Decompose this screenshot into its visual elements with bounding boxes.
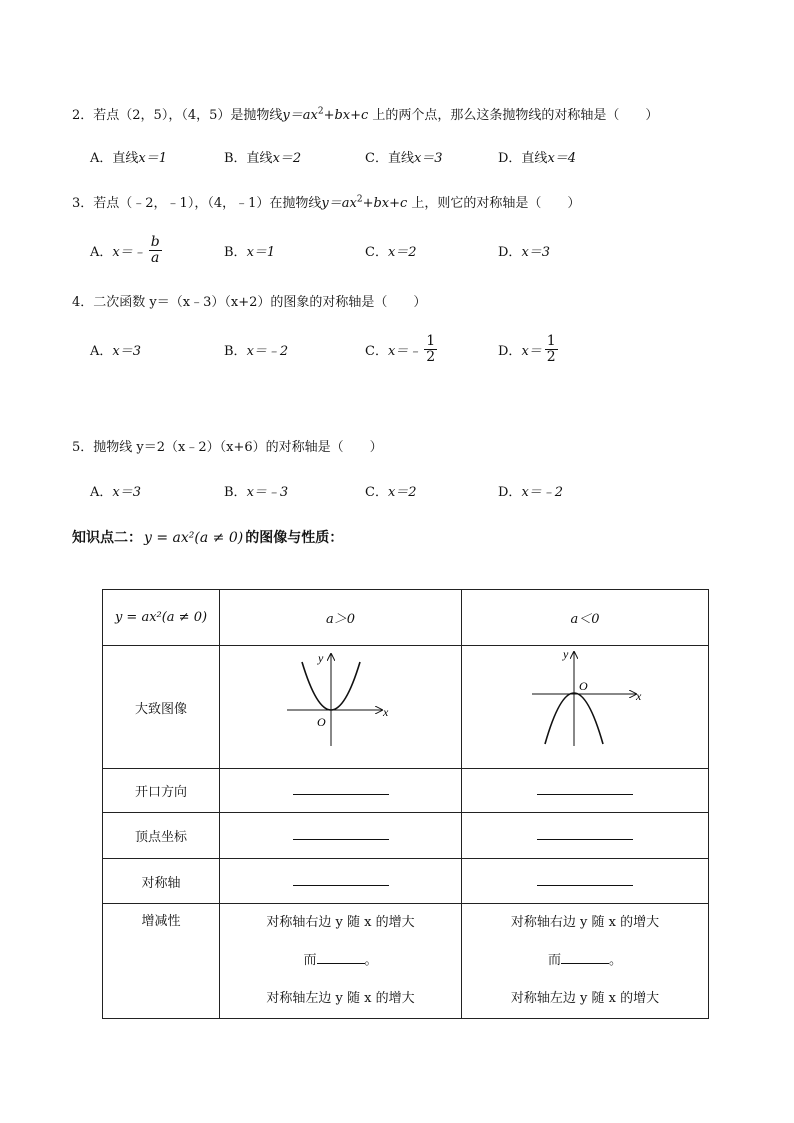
mono-er-line: 而 。 bbox=[547, 953, 623, 968]
option-b: B．直线 x＝2 bbox=[224, 150, 302, 166]
table-header-row bbox=[103, 590, 709, 646]
option-d: D． x＝3 bbox=[498, 244, 551, 260]
header-a-positive: a＞0 bbox=[220, 590, 462, 646]
option-a: A． x＝3 bbox=[90, 343, 141, 359]
option-c: C．直线 x＝3 bbox=[365, 150, 443, 166]
row-label-opening: 开口方向 bbox=[103, 769, 220, 813]
question-5-options bbox=[90, 468, 730, 512]
answer-blank[interactable] bbox=[317, 951, 365, 964]
x-label: x bbox=[383, 705, 389, 719]
table-row-graph bbox=[103, 646, 709, 769]
y-label: y bbox=[318, 651, 324, 665]
option-c: C． x＝2 bbox=[365, 244, 417, 260]
option-a: A．直线 x＝1 bbox=[90, 150, 167, 166]
parabola-down-graph bbox=[462, 646, 708, 764]
monotonicity-negative bbox=[462, 904, 709, 1019]
answer-blank[interactable] bbox=[462, 769, 709, 813]
option-d: D． x＝﹣2 bbox=[498, 484, 564, 500]
x-label: x bbox=[636, 689, 642, 703]
origin-label: O bbox=[317, 715, 326, 729]
mono-right-text: 对称轴右边 y 随 x 的增大 bbox=[510, 915, 660, 930]
question-4-options bbox=[90, 327, 730, 371]
fraction: $\frac{b}{a}$ bbox=[150, 233, 160, 266]
table-row-opening bbox=[103, 769, 709, 813]
table-row-monotonicity bbox=[103, 904, 709, 1019]
question-3-options bbox=[90, 228, 730, 272]
question-2-stem: 2．若点（2，5），（4，5）是抛物线$y=ax^2+bx+c$ 上的两个点，那么这条抛物线的对称轴是（ ） bbox=[72, 106, 659, 123]
option-c: C． x＝﹣ $\frac{1}{2}$ bbox=[365, 332, 436, 365]
question-3-stem: 3．若点（﹣2，﹣1），（4，﹣1）在抛物线$y=ax^2+bx+c$ 上，则它的对称轴是（ ） bbox=[72, 194, 581, 211]
fraction: $\frac{1}{2}$ bbox=[546, 332, 556, 365]
option-d: D． x＝ $\frac{1}{2}$ bbox=[498, 332, 556, 365]
answer-blank[interactable] bbox=[462, 813, 709, 859]
question-2-options bbox=[90, 134, 730, 178]
graph-upward-cell bbox=[220, 646, 462, 769]
answer-blank[interactable] bbox=[462, 859, 709, 904]
monotonicity-positive bbox=[220, 904, 462, 1019]
graph-downward-cell bbox=[462, 646, 709, 769]
option-a: A． x＝﹣ $\frac{b}{a}$ bbox=[90, 233, 160, 266]
row-label-monotonicity: 增减性 bbox=[103, 904, 220, 1019]
section-heading: 知识点二： y = ax²(a ≠ 0) 的图像与性质： bbox=[72, 530, 344, 546]
option-b: B． x＝﹣2 bbox=[224, 343, 289, 359]
answer-blank[interactable] bbox=[561, 951, 609, 964]
origin-label: O bbox=[579, 679, 588, 693]
fraction: $\frac{1}{2}$ bbox=[426, 332, 436, 365]
row-label-vertex: 顶点坐标 bbox=[103, 813, 220, 859]
answer-blank[interactable] bbox=[220, 859, 462, 904]
row-label-graph: 大致图像 bbox=[103, 646, 220, 769]
properties-table bbox=[102, 589, 709, 1019]
option-a: A． x＝3 bbox=[90, 484, 141, 500]
table-row-vertex bbox=[103, 813, 709, 859]
mono-left-text: 对称轴左边 y 随 x 的增大 bbox=[266, 991, 415, 1006]
answer-blank[interactable] bbox=[220, 813, 462, 859]
option-b: B． x＝﹣3 bbox=[224, 484, 289, 500]
header-formula: y = ax²(a ≠ 0) bbox=[103, 590, 220, 646]
mono-left-text: 对称轴左边 y 随 x 的增大 bbox=[510, 991, 660, 1006]
y-label: y bbox=[563, 647, 569, 661]
row-label-axis: 对称轴 bbox=[103, 859, 220, 904]
question-5-stem: 5．抛物线 y＝2（x﹣2）（x+6）的对称轴是（ ） bbox=[72, 440, 383, 455]
mono-right-text: 对称轴右边 y 随 x 的增大 bbox=[266, 915, 415, 930]
header-a-negative: a＜0 bbox=[462, 590, 709, 646]
question-4-stem: 4．二次函数 y＝（x﹣3）（x+2）的图象的对称轴是（ ） bbox=[72, 295, 427, 310]
option-c: C． x＝2 bbox=[365, 484, 417, 500]
mono-er-line: 而 。 bbox=[303, 953, 378, 968]
table-row-axis bbox=[103, 859, 709, 904]
option-b: B． x＝1 bbox=[224, 244, 276, 260]
option-d: D．直线 x＝4 bbox=[498, 150, 577, 166]
answer-blank[interactable] bbox=[220, 769, 462, 813]
parabola-up-graph bbox=[220, 646, 461, 764]
